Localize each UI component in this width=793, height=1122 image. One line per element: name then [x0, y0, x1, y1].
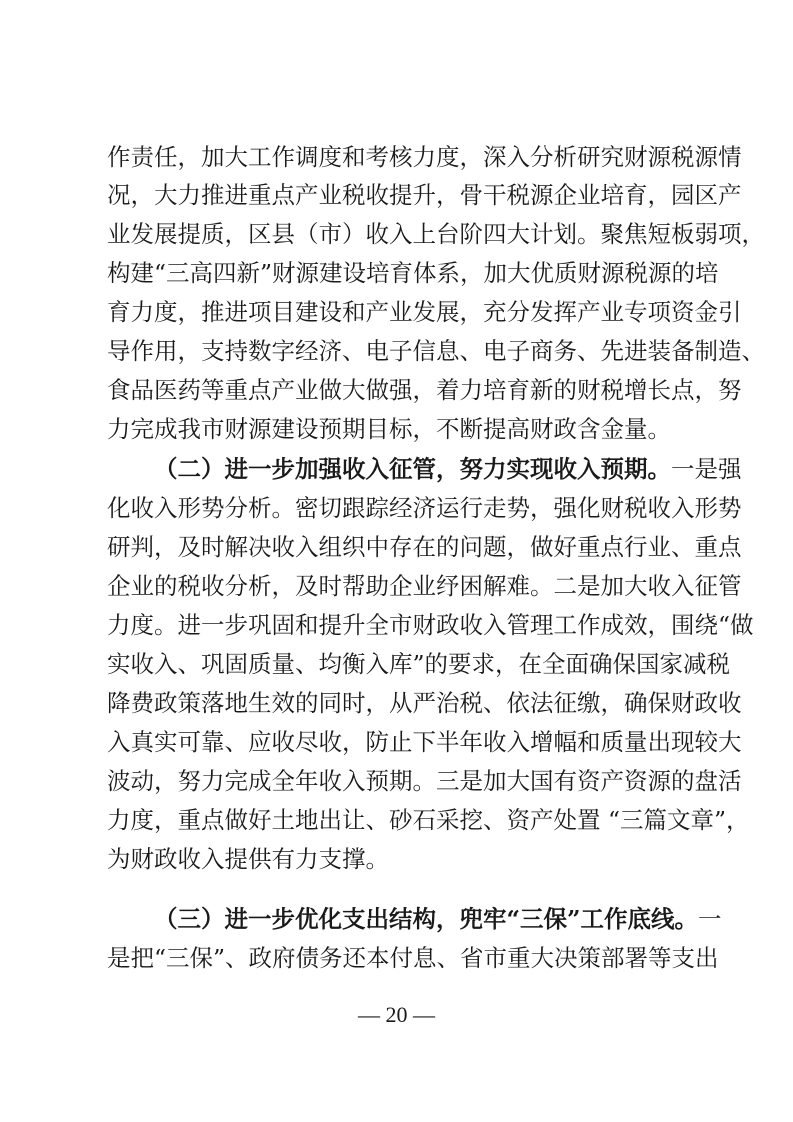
body-text-line: 构建“三高四新”财源建设培育体系，加大优质财源税源的培 — [107, 259, 719, 287]
section-heading-line — [154, 454, 742, 484]
body-text-line: 力完成我市财源建设预期目标，不断提高财政含金量。 — [107, 415, 671, 443]
body-text-line: 是把“三保”、政府债务还本付息、省市重大决策部署等支出 — [107, 944, 719, 972]
section-heading: （三）进一步优化支出结构，兜牢“三保”工作底线。 — [154, 905, 699, 933]
body-text-line: 实收入、巩固质量、均衡入库”的要求，在全面确保国家减税 — [107, 650, 731, 678]
body-text-line: 企业的税收分析，及时帮助企业纾困解难。二是加大收入征管 — [107, 572, 742, 600]
body-text-line: 力度。进一步巩固和提升全市财政收入管理工作成效，围绕“做 — [107, 611, 754, 639]
body-text-line: 况，大力推进重点产业税收提升，骨干税源企业培育，园区产 — [107, 181, 742, 209]
body-text-line: 力度，重点做好土地出让、砂石采挖、资产处置 “三篇文章”， — [107, 806, 750, 834]
body-text-line: 作责任，加大工作调度和考核力度，深入分析研究财源税源情 — [107, 143, 742, 171]
page-number: — 20 — — [358, 1002, 435, 1027]
section-heading: （二）进一步加强收入征管，努力实现收入预期。 — [154, 455, 671, 483]
body-text-line: 为财政收入提供有力支撑。 — [107, 845, 389, 873]
body-text-fragment: 一是强 — [671, 455, 742, 483]
body-text-line: 育力度，推进项目建设和产业发展，充分发挥产业专项资金引 — [107, 298, 742, 326]
body-text-line: 波动，努力完成全年收入预期。三是加大国有资产资源的盘活 — [107, 767, 742, 795]
body-text-line: 降费政策落地生效的同时，从严治税、依法征缴，确保财政收 — [107, 689, 742, 717]
body-text-line: 化收入形势分析。密切跟踪经济运行走势，强化财税收入形势 — [107, 494, 742, 522]
body-text-line: 入真实可靠、应收尽收，防止下半年收入增幅和质量出现较大 — [107, 728, 742, 756]
body-text-line: 研判，及时解决收入组织中存在的问题，做好重点行业、重点 — [107, 533, 742, 561]
body-text-fragment: 一 — [698, 905, 722, 933]
body-text-line: 导作用，支持数字经济、电子信息、电子商务、先进装备制造、 — [107, 337, 765, 365]
body-text-line: 业发展提质，区县（市）收入上台阶四大计划。聚焦短板弱项， — [107, 220, 765, 248]
body-text-line: 食品医药等重点产业做大做强，着力培育新的财税增长点，努 — [107, 376, 742, 404]
section-heading-line — [154, 904, 722, 934]
